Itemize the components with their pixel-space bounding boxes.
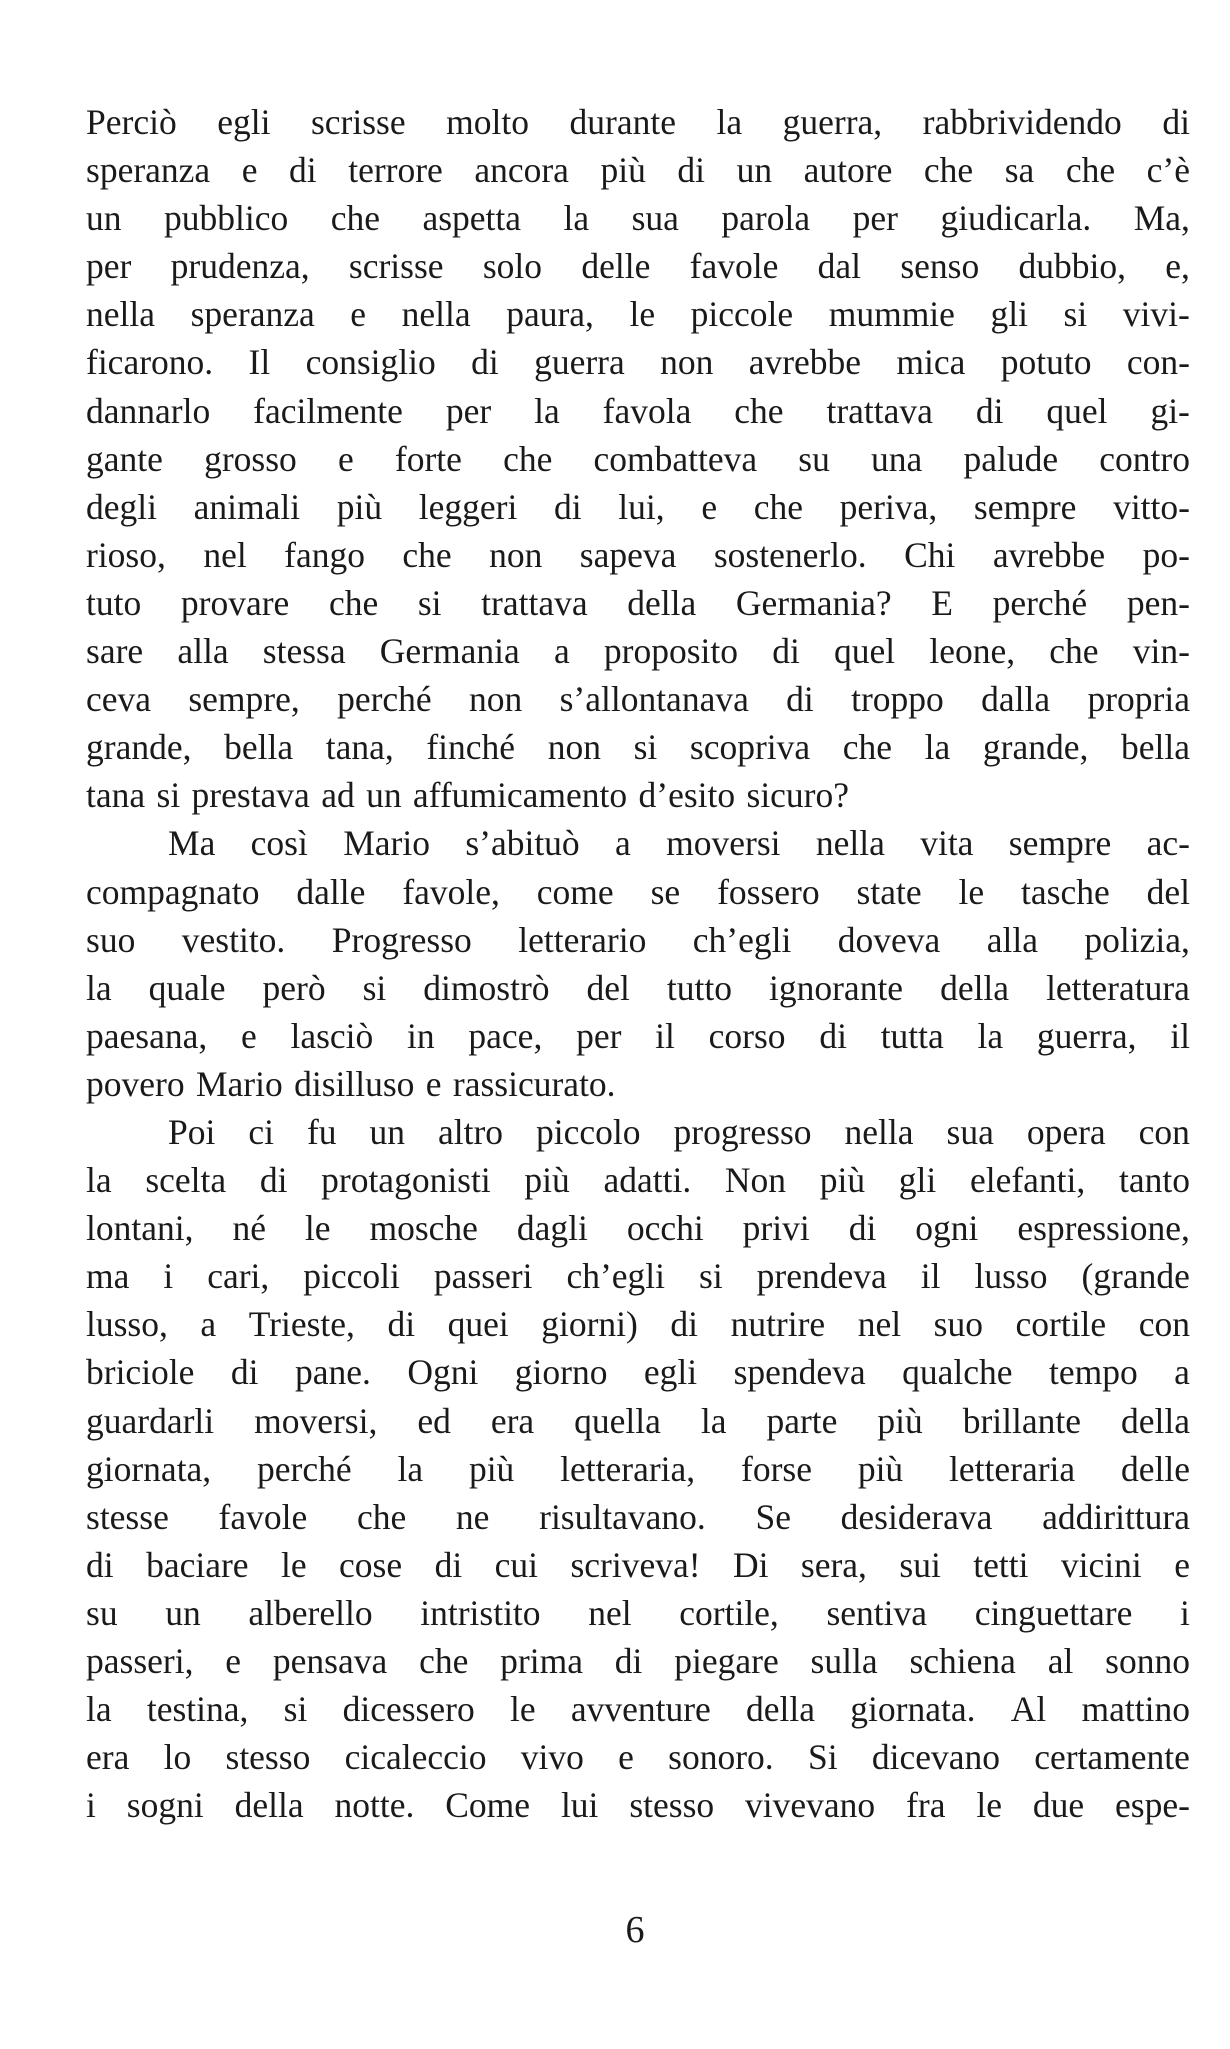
paragraph bbox=[86, 1108, 1190, 1829]
text-line: suo vestito. Progresso letterario ch’egli doveva alla polizia, bbox=[86, 919, 1190, 960]
text-line: lusso, a Trieste, di quei giorni) di nutrire nel suo cortile con bbox=[86, 1304, 1190, 1345]
text-line: su un alberello intristito nel cortile, sentiva cinguettare i bbox=[86, 1592, 1190, 1633]
text-line: paesana, e lasciò in pace, per il corso di tutta la guerra, il bbox=[86, 1015, 1190, 1056]
page-number: 6 bbox=[625, 1909, 645, 1951]
body-text bbox=[86, 98, 1190, 1829]
text-line: ceva sempre, perché non s’allontanava di troppo dalla propria bbox=[86, 679, 1190, 720]
text-line: passeri, e pensava che prima di piegare sulla schiena al sonno bbox=[86, 1641, 1190, 1681]
text-line: dannarlo facilmente per la favola che trattava di quel gi- bbox=[86, 390, 1190, 431]
text-line: Poi ci fu un altro piccolo progresso nella sua opera con bbox=[168, 1111, 1190, 1152]
text-line: degli animali più leggeri di lui, e che periva, sempre vitto- bbox=[86, 486, 1190, 527]
text-line: compagnato dalle favole, come se fossero state le tasche del bbox=[86, 871, 1190, 912]
paragraph bbox=[86, 98, 1190, 819]
text-line: un pubblico che aspetta la sua parola per giudicarla. Ma, bbox=[86, 198, 1190, 239]
text-line: povero Mario disilluso e rassicurato. bbox=[86, 1063, 616, 1104]
text-line: gante grosso e forte che combatteva su una palude contro bbox=[86, 438, 1190, 479]
text-line: ma i cari, piccoli passeri ch’egli si prendeva il lusso (grande bbox=[86, 1256, 1190, 1297]
text-line: briciole di pane. Ogni giorno egli spendeva qualche tempo a bbox=[86, 1352, 1190, 1393]
text-line: per prudenza, scrisse solo delle favole dal senso dubbio, e, bbox=[86, 246, 1190, 287]
text-line: ficarono. Il consiglio di guerra non avrebbe mica potuto con- bbox=[86, 342, 1190, 383]
text-line: era lo stesso cicaleccio vivo e sonoro. Si dicevano certamente bbox=[86, 1737, 1190, 1778]
text-line: di baciare le cose di cui scriveva! Di sera, sui tetti vicini e bbox=[86, 1544, 1190, 1585]
text-line: tana si prestava ad un affumicamento d’esito sicuro? bbox=[86, 775, 850, 816]
text-line: speranza e di terrore ancora più di un autore che sa che c’è bbox=[86, 150, 1190, 191]
text-line: la quale però si dimostrò del tutto ignorante della letteratura bbox=[86, 967, 1190, 1008]
text-line: i sogni della notte. Come lui stesso vivevano fra le due espe- bbox=[86, 1785, 1190, 1826]
text-line: la testina, si dicessero le avventure della giornata. Al mattino bbox=[86, 1689, 1190, 1730]
text-line: grande, bella tana, finché non si scopriva che la grande, bella bbox=[86, 727, 1190, 768]
text-line: rioso, nel fango che non sapeva sostenerlo. Chi avrebbe po- bbox=[86, 534, 1190, 575]
paragraph bbox=[86, 819, 1190, 1108]
text-line: lontani, né le mosche dagli occhi privi di ogni espressione, bbox=[86, 1208, 1190, 1249]
text-line: Ma così Mario s’abituò a moversi nella vita sempre ac- bbox=[168, 823, 1190, 864]
text-line: sare alla stessa Germania a proposito di quel leone, che vin- bbox=[86, 631, 1190, 672]
text-line: nella speranza e nella paura, le piccole mummie gli si vivi- bbox=[86, 294, 1190, 335]
text-line: tuto provare che si trattava della Germania? E perché pen- bbox=[86, 582, 1190, 623]
text-line: giornata, perché la più letteraria, forse più letteraria delle bbox=[86, 1448, 1190, 1489]
text-line: stesse favole che ne risultavano. Se desiderava addirittura bbox=[86, 1496, 1190, 1537]
text-line: Perciò egli scrisse molto durante la guerra, rabbrividendo di bbox=[86, 102, 1190, 142]
text-line: guardarli moversi, ed era quella la parte più brillante della bbox=[86, 1400, 1190, 1441]
text-line: la scelta di protagonisti più adatti. Non più gli elefanti, tanto bbox=[86, 1160, 1190, 1201]
